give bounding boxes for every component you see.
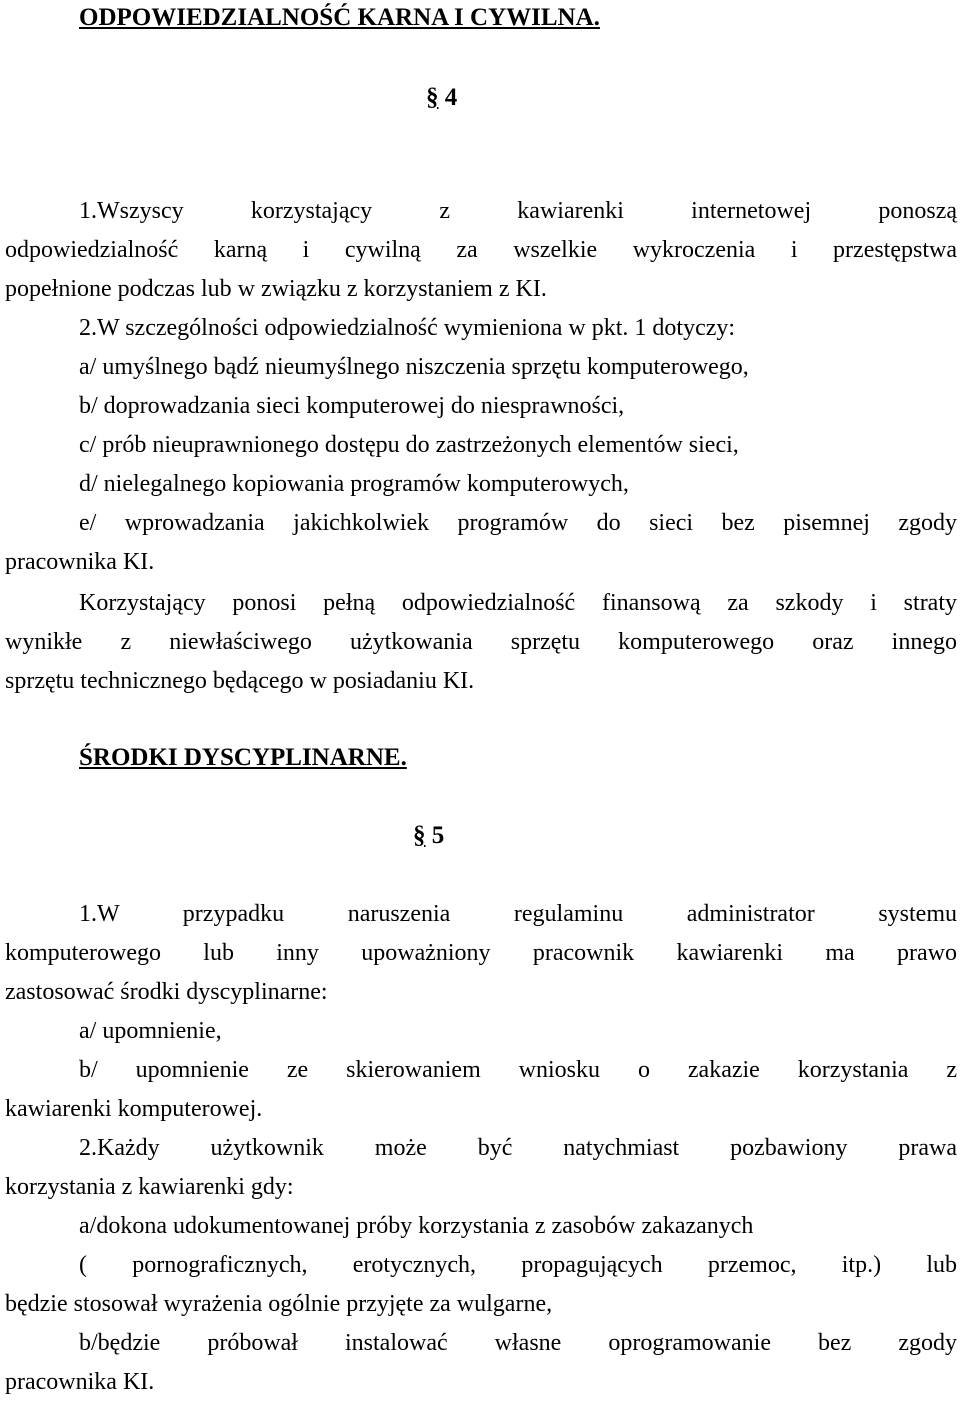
p2-intro: 2.W szczególności odpowiedzialność wymieniona w pkt. 1 dotyczy: bbox=[79, 315, 736, 341]
section-5-mark bbox=[413, 822, 444, 850]
section-symbol: § bbox=[426, 84, 439, 111]
s5-p1-line2: komputerowego lub inny upoważniony pracownik kawiarenki ma prawo bbox=[5, 940, 957, 966]
section-number: 5 bbox=[431, 822, 445, 849]
financial-line1: Korzystający ponosi pełną odpowiedzialność finansową za szkody i straty bbox=[79, 590, 957, 616]
s5-p1-line3: zastosować środki dyscyplinarne: bbox=[5, 979, 328, 1005]
p1-line2: odpowiedzialność karną i cywilną za wszelkie wykroczenia i przestępstwa bbox=[5, 237, 957, 263]
s5-item-b-line1: b/ upomnienie ze skierowaniem wniosku o zakazie korzystania z bbox=[79, 1057, 957, 1083]
s5-item-b-line2: kawiarenki komputerowej. bbox=[5, 1096, 263, 1122]
list-item-e-line1: e/ wprowadzania jakichkolwiek programów do sieci bez pisemnej zgody bbox=[79, 510, 957, 536]
heading-liability: ODPOWIEDZIALNOŚĆ KARNA I CYWILNA. bbox=[79, 4, 600, 31]
s5-p2-item-a-line1: a/dokona udokumentowanej próby korzystania z zasobów zakazanych bbox=[79, 1213, 754, 1239]
p1-line3: popełnione podczas lub w związku z korzystaniem z KI. bbox=[5, 276, 547, 302]
section-symbol: § bbox=[413, 822, 426, 849]
p1-line1: 1.Wszyscy korzystający z kawiarenki internetowej ponoszą bbox=[79, 198, 957, 224]
s5-item-a: a/ upomnienie, bbox=[79, 1018, 222, 1044]
s5-p2-item-b-line2: pracownika KI. bbox=[5, 1369, 155, 1395]
s5-p2-line1: 2.Każdy użytkownik może być natychmiast pozbawiony prawa bbox=[79, 1135, 957, 1161]
section-4-mark bbox=[426, 84, 457, 112]
s5-p1-line1: 1.W przypadku naruszenia regulaminu administrator systemu bbox=[79, 901, 957, 927]
financial-line3: sprzętu technicznego będącego w posiadaniu KI. bbox=[5, 668, 475, 694]
section-number: 4 bbox=[444, 84, 458, 111]
list-item-b: b/ doprowadzania sieci komputerowej do niesprawności, bbox=[79, 393, 625, 419]
list-item-d: d/ nielegalnego kopiowania programów komputerowych, bbox=[79, 471, 629, 497]
s5-p2-item-b-line1: b/będzie próbował instalować własne oprogramowanie bez zgody bbox=[79, 1330, 957, 1356]
list-item-c: c/ prób nieuprawnionego dostępu do zastrzeżonych elementów sieci, bbox=[79, 432, 739, 458]
heading-disciplinary: ŚRODKI DYSCYPLINARNE. bbox=[79, 744, 407, 771]
s5-p2-item-a-line3: będzie stosował wyrażenia ogólnie przyjęte za wulgarne, bbox=[5, 1291, 553, 1317]
list-item-a: a/ umyślnego bądź nieumyślnego niszczenia sprzętu komputerowego, bbox=[79, 354, 749, 380]
s5-p2-line2: korzystania z kawiarenki gdy: bbox=[5, 1174, 294, 1200]
financial-line2: wynikłe z niewłaściwego użytkowania sprzętu komputerowego oraz innego bbox=[5, 629, 957, 655]
s5-p2-item-a-line2: ( pornograficznych, erotycznych, propagujących przemoc, itp.) lub bbox=[79, 1252, 957, 1278]
list-item-e-line2: pracownika KI. bbox=[5, 549, 155, 575]
